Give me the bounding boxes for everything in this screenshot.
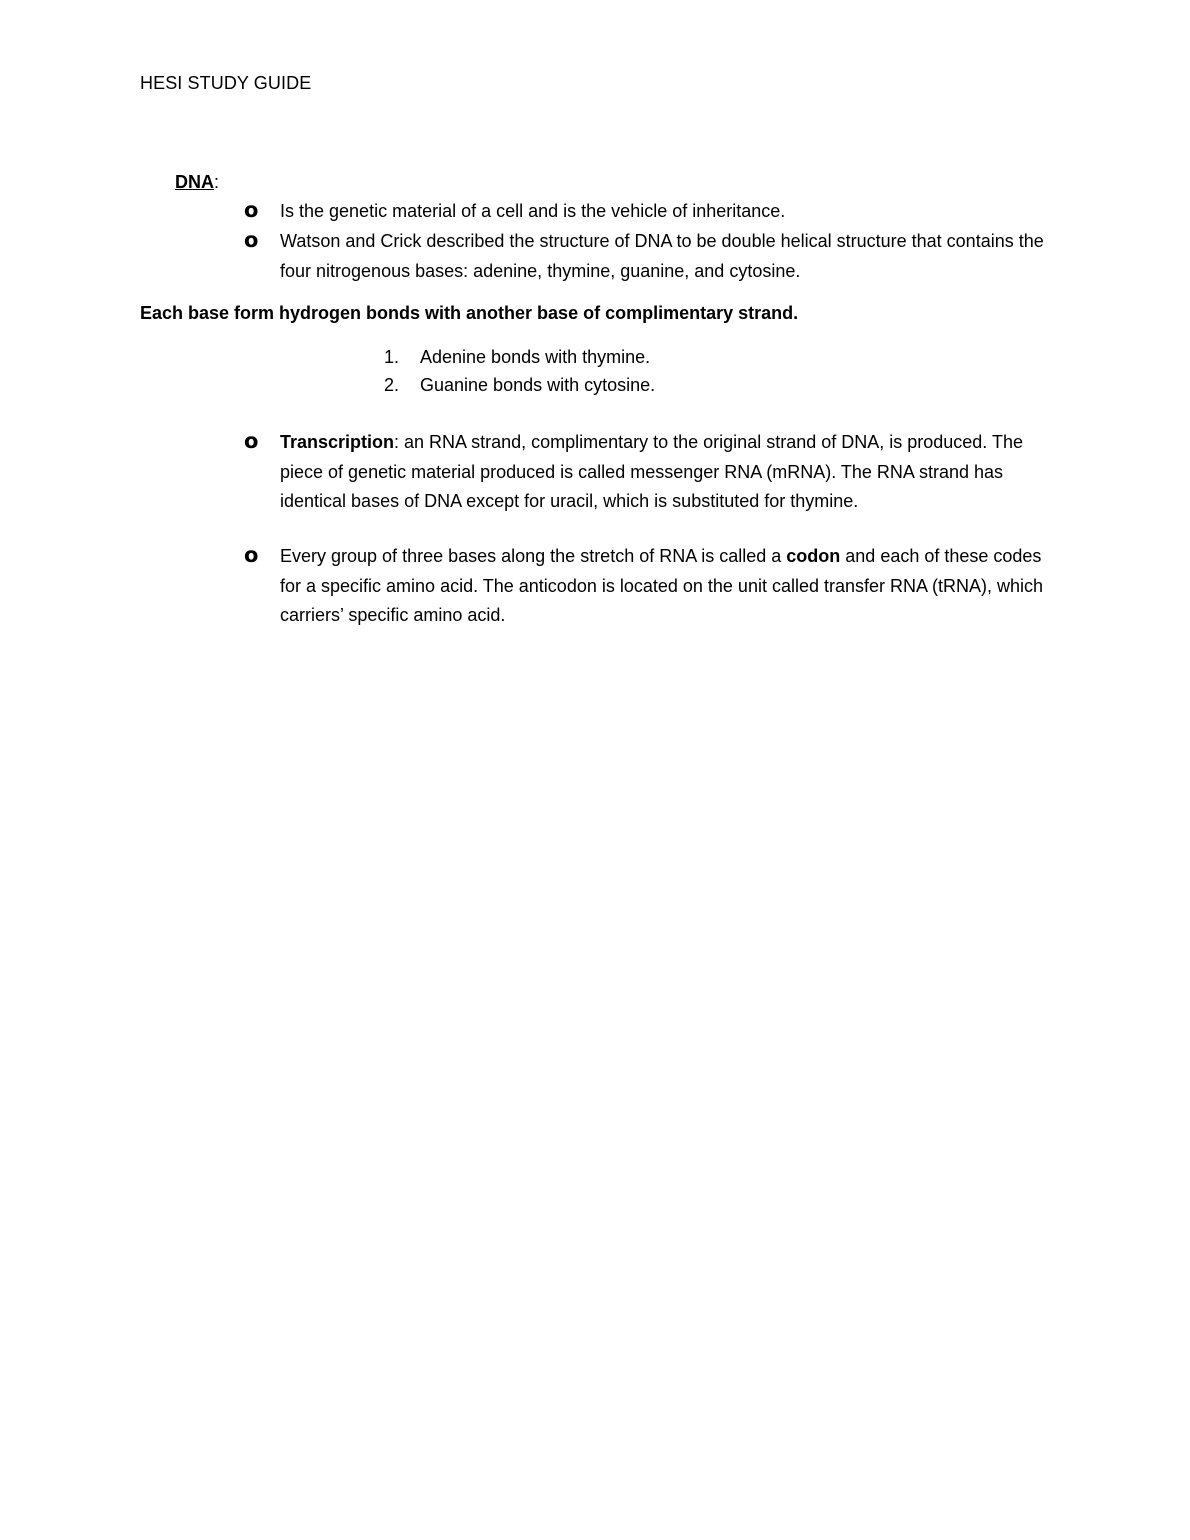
page-header-title: HESI STUDY GUIDE bbox=[140, 73, 312, 93]
bullet-text: Is the genetic material of a cell and is the vehicle of inheritance. bbox=[280, 201, 786, 221]
bullet-icon: o bbox=[244, 198, 259, 222]
codon-text bbox=[280, 542, 1050, 631]
item-number: 1. bbox=[384, 347, 400, 367]
codon-term: codon bbox=[786, 546, 841, 566]
bond-statement: Each base form hydrogen bonds with another base of complimentary strand. bbox=[140, 303, 799, 323]
transcription-body: : an RNA strand, complimentary to the original strand of DNA, is produced. The piece of genetic material produced is called messenger RNA (mRNA). The RNA strand has identical bases of DNA except for uracil, which is substituted for thymine. bbox=[280, 432, 1024, 511]
bullet-icon: o bbox=[244, 429, 259, 453]
bullet-icon: o bbox=[244, 228, 259, 252]
dna-term: DNA bbox=[175, 172, 214, 192]
bullet-icon: o bbox=[244, 543, 259, 567]
dna-colon: : bbox=[214, 172, 220, 192]
dna-heading bbox=[175, 171, 219, 193]
transcription-term: Transcription bbox=[280, 432, 395, 452]
transcription-text bbox=[280, 428, 1050, 517]
item-text: Adenine bonds with thymine. bbox=[420, 347, 651, 367]
item-text: Guanine bonds with cytosine. bbox=[420, 375, 656, 395]
codon-text-before: Every group of three bases along the stretch of RNA is called a bbox=[280, 546, 787, 566]
numbered-item bbox=[384, 345, 650, 369]
numbered-item bbox=[384, 373, 655, 397]
bullet-text: Watson and Crick described the structure of DNA to be double helical structure that contains the four nitrogenous bases: adenine, thymine, guanine, and cytosine. bbox=[280, 231, 1044, 281]
item-number: 2. bbox=[384, 375, 400, 395]
codon-text-after: and each of these codes for a specific amino acid. The anticodon is located on the unit called transfer RNA (tRNA), which carriers’ specific amino acid. bbox=[280, 546, 1044, 625]
